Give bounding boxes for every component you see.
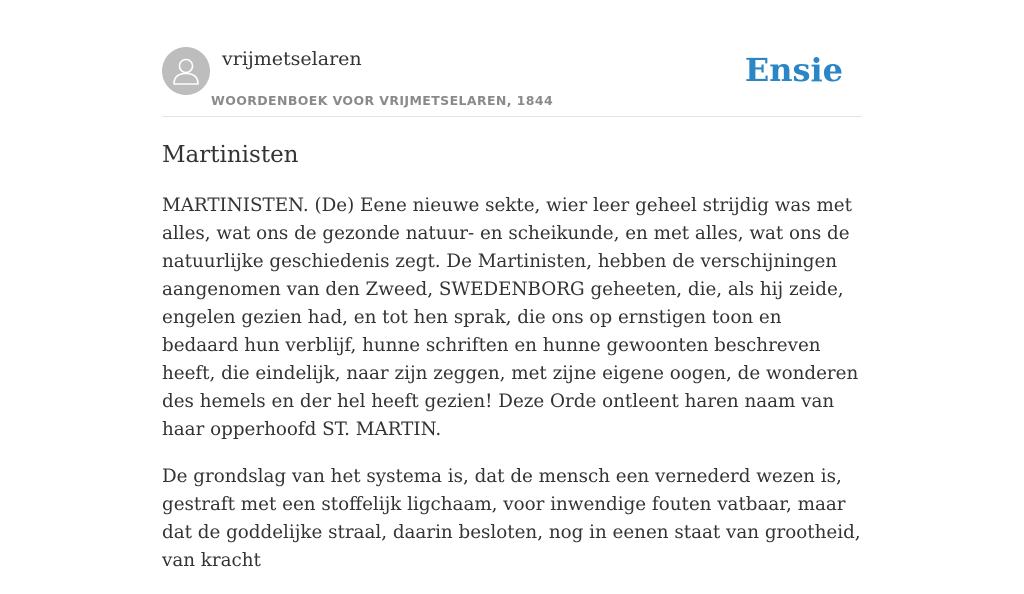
paragraph: De grondslag van het systema is, dat de mensch een vernederd wezen is, gestraft met een stoffelijk ligchaam, voor inwendige fouten vatbaar, maar dat de goddelijke straal, daarin besloten, nog in eenen staat van grootheid, van kracht xyxy=(162,466,861,571)
source-label: WOORDENBOEK VOOR VRIJMETSELAREN, 1844 xyxy=(211,93,554,108)
article-header xyxy=(162,46,862,117)
user-silhouette-icon xyxy=(162,47,210,95)
paragraph: MARTINISTEN. (De) Eene nieuwe sekte, wier leer geheel strijdig was met alles, wat ons de gezonde natuur- en scheikunde, en met alles, wat ons de natuurlijke geschiedenis zegt. De Martinisten, hebben de verschijningen aangenomen van den Zweed, SWEDENBORG geheeten, die, als hij zeide, engelen gezien had, en tot hen sprak, die ons op ernstigen toon en bedaard hun verblijf, hunne schriften en hunne gewoonten beschreven heeft, die eindelijk, naar zijn zeggen, met zijne eigene oogen, de wonderen des hemels en der hel heeft gezien! Deze Orde ontleent haren naam van haar opperhoofd ST. MARTIN. xyxy=(162,195,859,440)
author-name[interactable]: vrijmetselaren xyxy=(222,48,362,70)
article-body xyxy=(162,192,862,594)
page-title: Martinisten xyxy=(162,142,299,168)
brand-logo[interactable]: Ensie xyxy=(744,51,843,89)
avatar[interactable] xyxy=(162,47,210,95)
